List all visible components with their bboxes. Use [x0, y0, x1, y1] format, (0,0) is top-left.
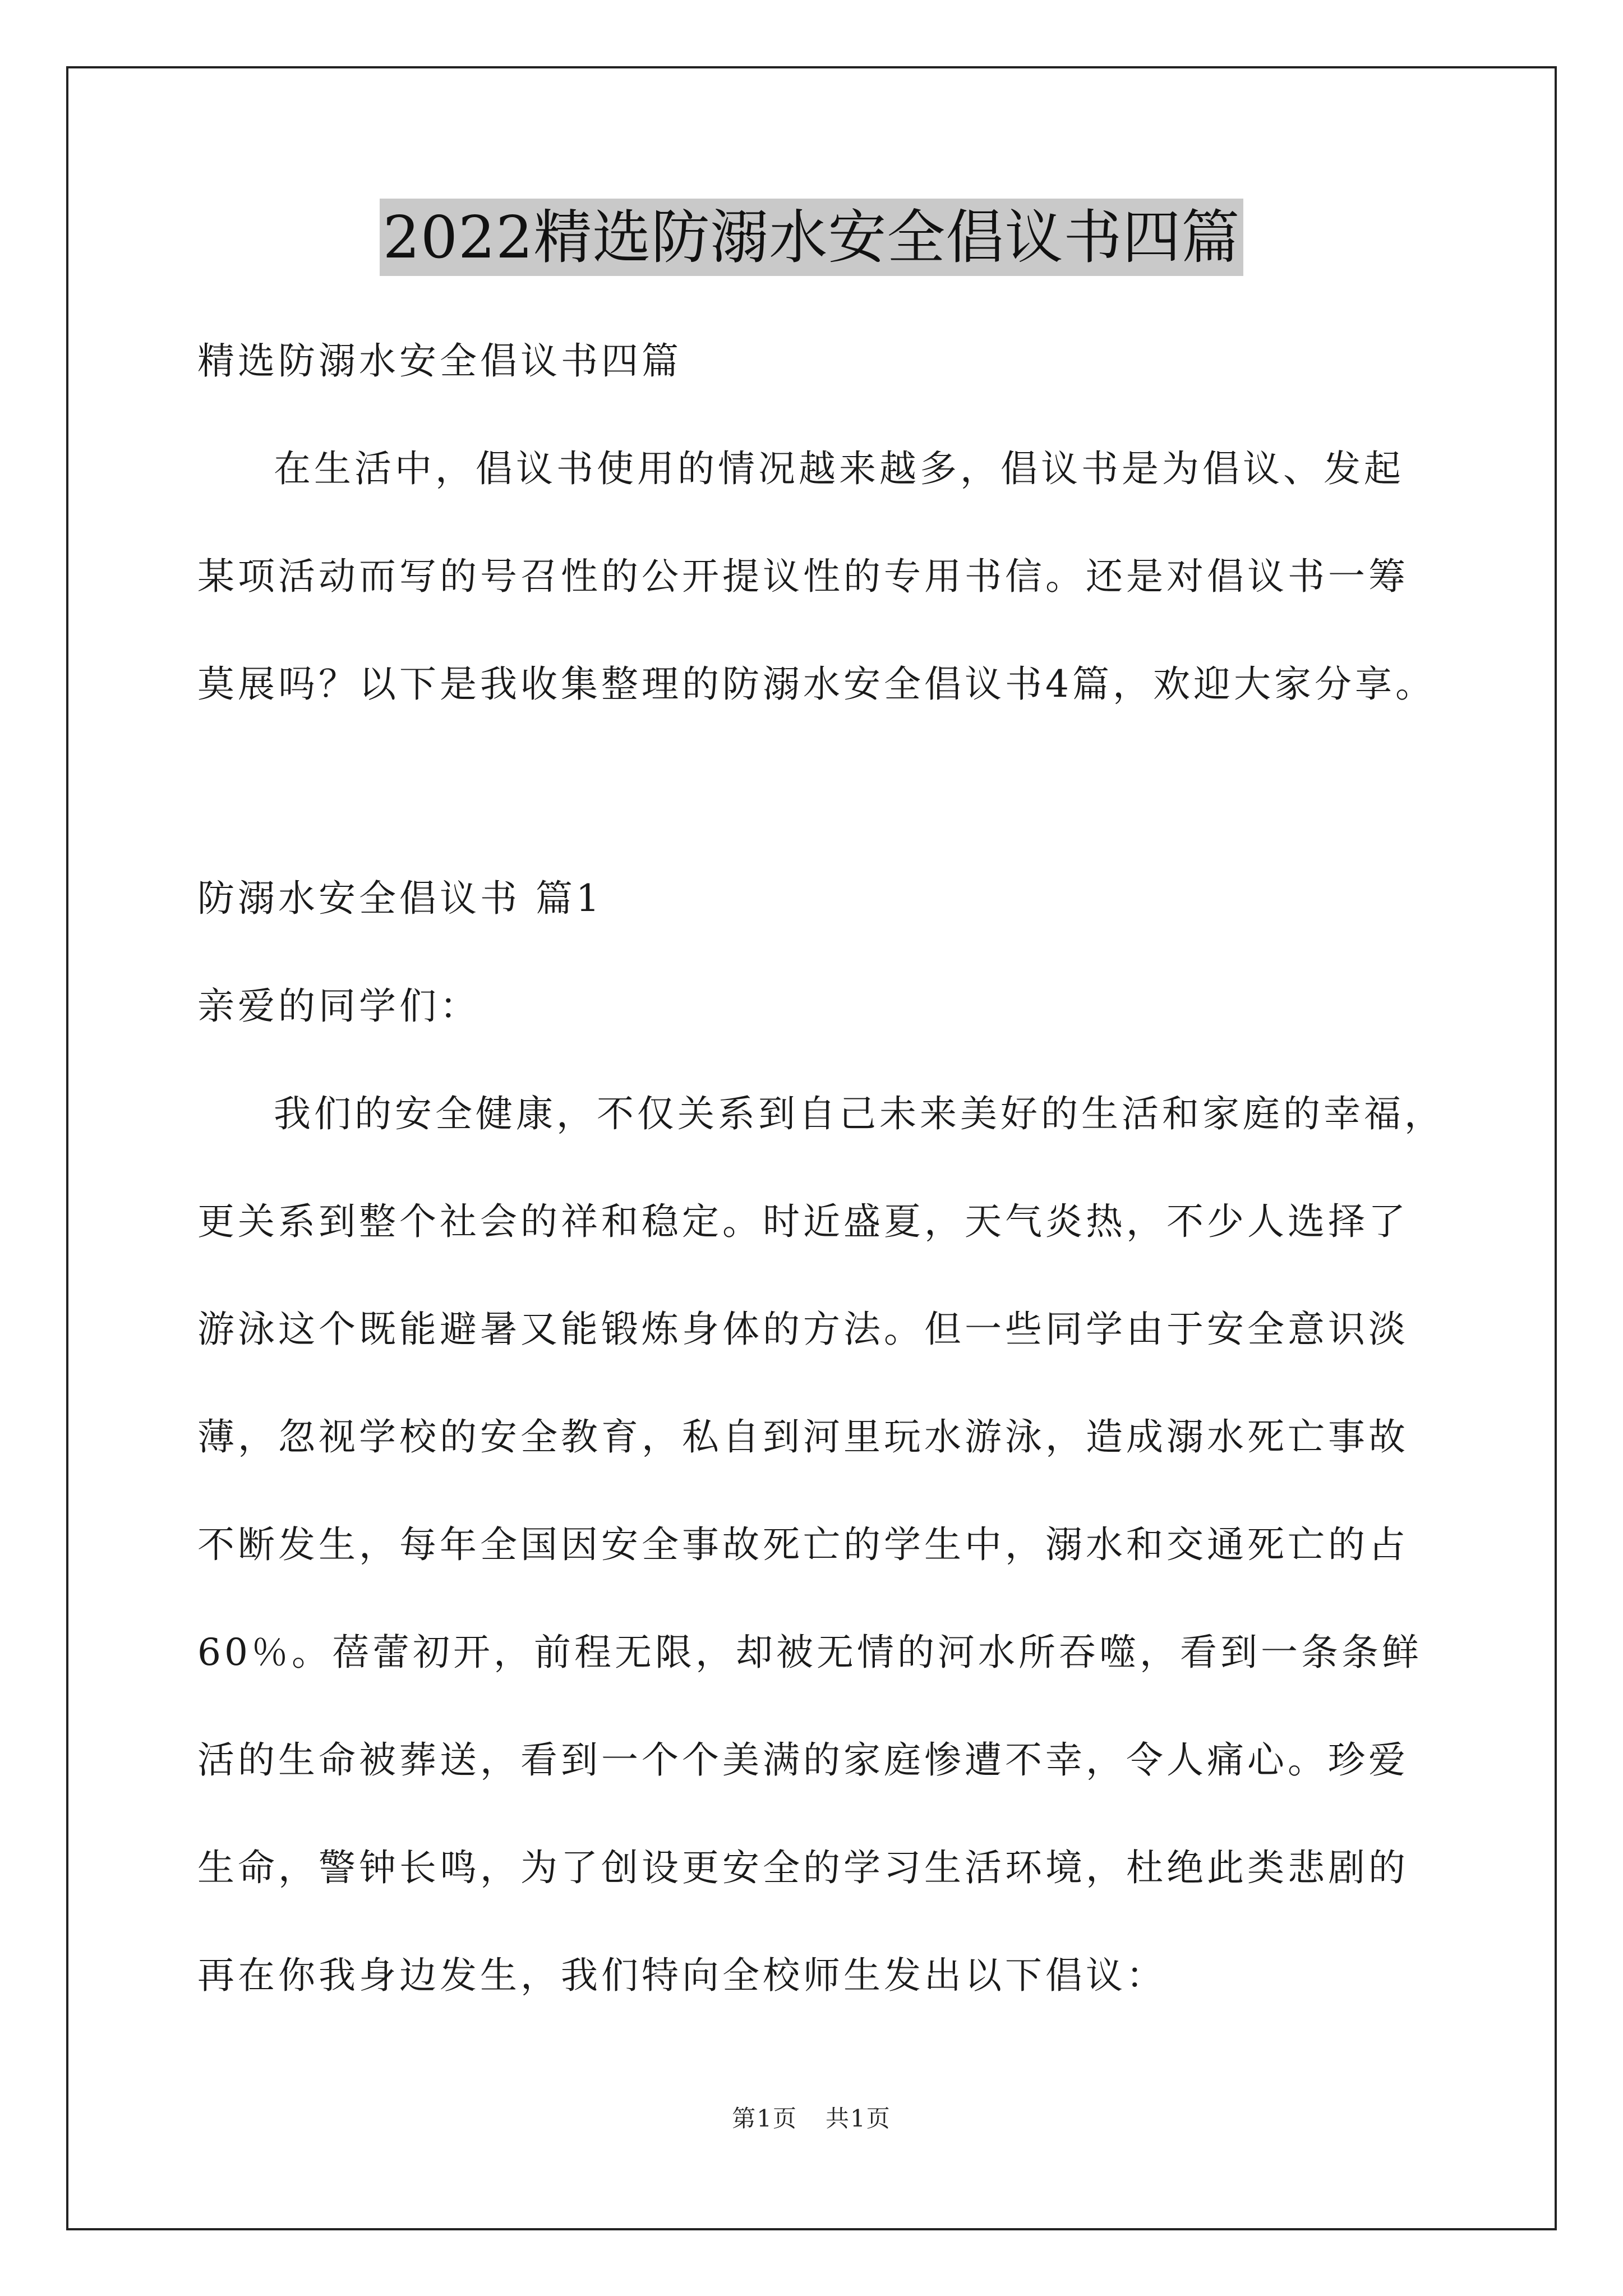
body-line: 不断发生，每年全国因安全事故死亡的学生中，溺水和交通死亡的占: [197, 1523, 1409, 1566]
body-line: 活的生命被葬送，看到一个个美满的家庭惨遭不幸，令人痛心。珍爱: [197, 1738, 1409, 1782]
body-line: 薄，忽视学校的安全教育，私自到河里玩水游泳，造成溺水死亡事故: [197, 1415, 1409, 1458]
intro-line: 某项活动而写的号召性的公开提议性的专用书信。还是对倡议书一筹: [197, 555, 1409, 598]
body-line: 再在你我身边发生，我们特向全校师生发出以下倡议：: [197, 1954, 1166, 1997]
body-line: 我们的安全健康，不仅关系到自己未来美好的生活和家庭的幸福，: [274, 1092, 1445, 1135]
document-body: [197, 307, 1445, 2030]
body-line: 60％。蓓蕾初开，前程无限，却被无情的河水所吞噬，看到一条条鲜: [197, 1631, 1422, 1674]
intro-line: 在生活中，倡议书使用的情况越来越多，倡议书是为倡议、发起: [274, 447, 1404, 490]
body-line: 更关系到整个社会的祥和稳定。时近盛夏，天气炎热，不少人选择了: [197, 1200, 1409, 1243]
salutation: 亲爱的同学们：: [197, 984, 480, 1028]
document-title: 2022精选防溺水安全倡议书四篇: [380, 199, 1244, 276]
section-gap: [197, 738, 1437, 845]
section-heading: 防溺水安全倡议书 篇1: [197, 877, 603, 920]
title-container: [0, 199, 1623, 276]
intro-line: 莫展吗？以下是我收集整理的防溺水安全倡议书4篇，欢迎大家分享。: [197, 662, 1436, 706]
subtitle-line: 精选防溺水安全倡议书四篇: [197, 339, 682, 383]
body-line: 生命，警钟长鸣，为了创设更安全的学习生活环境，杜绝此类悲剧的: [197, 1846, 1409, 1889]
body-line: 游泳这个既能避暑又能锻炼身体的方法。但一些同学由于安全意识淡: [197, 1308, 1409, 1351]
page-total: 共1页: [826, 2105, 891, 2132]
page-footer: [0, 2100, 1623, 2134]
page-number: 第1页: [732, 2105, 797, 2132]
